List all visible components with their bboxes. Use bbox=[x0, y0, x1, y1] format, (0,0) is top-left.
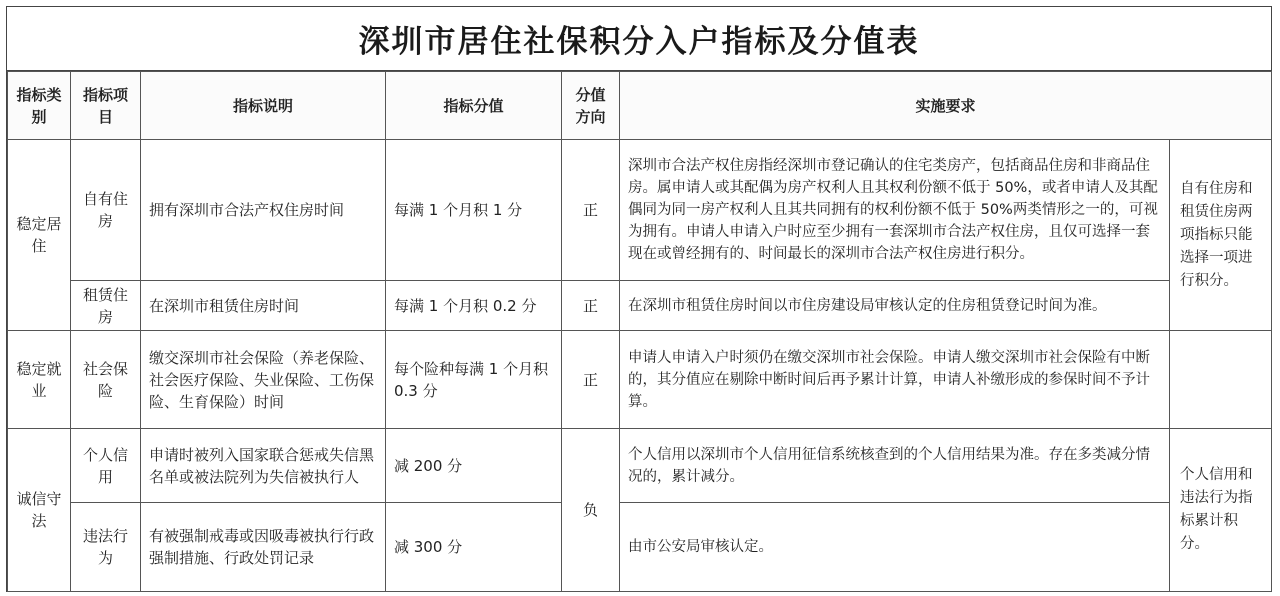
direction-rent-house: 正 bbox=[562, 281, 620, 331]
item-rent-house: 租赁住房 bbox=[71, 281, 141, 331]
category-stable-employment: 稳定就业 bbox=[8, 331, 71, 429]
requirement-credit: 个人信用以深圳市个人信用征信系统核查到的个人信用结果为准。存在多类减分情况的，累计减分。 bbox=[620, 429, 1170, 503]
document-title: 深圳市居住社保积分入户指标及分值表 bbox=[7, 7, 1271, 71]
score-table-document bbox=[6, 6, 1272, 592]
direction-own-house: 正 bbox=[562, 140, 620, 281]
requirement-own-house: 深圳市合法产权住房指经深圳市登记确认的住宅类房产，包括商品住房和非商品住房。属申请人或其配偶为房产权利人且其权利份额不低于 50%，或者申请人及其配偶同为同一房产权利人且其共同拥有的权利份额不低于 50%两类情形之一的，可视为拥有。申请人申请入户时应至少拥有一套深圳市合法产权住房，且仅可选择一套现在或曾经拥有的、时间最长的深圳市合法产权住房进行积分。 bbox=[620, 140, 1170, 281]
item-illegal: 违法行为 bbox=[71, 503, 141, 592]
header-category: 指标类别 bbox=[8, 72, 71, 140]
requirement-social-insurance: 申请人申请入户时须仍在缴交深圳市社会保险。申请人缴交深圳市社会保险有中断的，其分值应在剔除中断时间后再予累计计算，申请人补缴形成的参保时间不予计算。 bbox=[620, 331, 1170, 429]
requirement-illegal: 由市公安局审核认定。 bbox=[620, 503, 1170, 592]
score-illegal: 减 300 分 bbox=[386, 503, 562, 592]
desc-social-insurance: 缴交深圳市社会保险（养老保险、社会医疗保险、失业保险、工伤保险、生育保险）时间 bbox=[141, 331, 386, 429]
table-row bbox=[8, 503, 1272, 592]
header-direction: 分值方向 bbox=[562, 72, 620, 140]
item-social-insurance: 社会保险 bbox=[71, 331, 141, 429]
header-item: 指标项目 bbox=[71, 72, 141, 140]
header-desc: 指标说明 bbox=[141, 72, 386, 140]
item-own-house: 自有住房 bbox=[71, 140, 141, 281]
table-row bbox=[8, 281, 1272, 331]
table-row bbox=[8, 331, 1272, 429]
desc-rent-house: 在深圳市租赁住房时间 bbox=[141, 281, 386, 331]
header-requirement: 实施要求 bbox=[620, 72, 1272, 140]
requirement-rent-house: 在深圳市租赁住房时间以市住房建设局审核认定的住房租赁登记时间为准。 bbox=[620, 281, 1170, 331]
note-integrity: 个人信用和违法行为指标累计积分。 bbox=[1170, 429, 1272, 592]
table-row bbox=[8, 140, 1272, 281]
header-score: 指标分值 bbox=[386, 72, 562, 140]
desc-illegal: 有被强制戒毒或因吸毒被执行行政强制措施、行政处罚记录 bbox=[141, 503, 386, 592]
table-row bbox=[8, 429, 1272, 503]
score-social-insurance: 每个险种每满 1 个月积 0.3 分 bbox=[386, 331, 562, 429]
score-table bbox=[7, 71, 1272, 592]
score-credit: 减 200 分 bbox=[386, 429, 562, 503]
note-stable-residence: 自有住房和租赁住房两项指标只能选择一项进行积分。 bbox=[1170, 140, 1272, 331]
item-credit: 个人信用 bbox=[71, 429, 141, 503]
note-empty bbox=[1170, 331, 1272, 429]
category-integrity: 诚信守法 bbox=[8, 429, 71, 592]
category-stable-residence: 稳定居住 bbox=[8, 140, 71, 331]
desc-credit: 申请时被列入国家联合惩戒失信黑名单或被法院列为失信被执行人 bbox=[141, 429, 386, 503]
score-rent-house: 每满 1 个月积 0.2 分 bbox=[386, 281, 562, 331]
header-row bbox=[8, 72, 1272, 140]
direction-integrity: 负 bbox=[562, 429, 620, 592]
score-own-house: 每满 1 个月积 1 分 bbox=[386, 140, 562, 281]
direction-social-insurance: 正 bbox=[562, 331, 620, 429]
desc-own-house: 拥有深圳市合法产权住房时间 bbox=[141, 140, 386, 281]
